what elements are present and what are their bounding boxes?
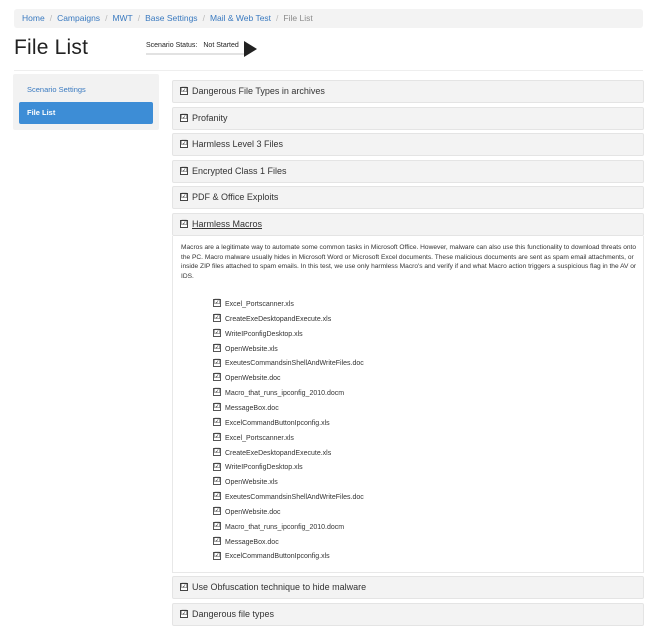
file-name: OpenWebsite.doc [225,508,281,516]
title-divider [14,70,643,71]
checkbox-icon[interactable]: ☑ [214,358,221,366]
file-list-item [213,299,294,311]
file-list-item [213,448,331,460]
panel-label: Dangerous file types [192,609,275,619]
file-list-item [213,492,364,504]
page-title: File List [14,36,89,59]
panel-label: Harmless Macros [192,219,263,229]
checkbox-icon[interactable]: ☑ [181,193,188,200]
sidebar-item-scenario-settings[interactable]: Scenario Settings [27,85,86,94]
panel-dangerous-archives[interactable] [172,80,644,103]
breadcrumb [14,9,643,28]
breadcrumb-campaigns[interactable]: Campaigns [57,13,101,23]
checkbox-icon[interactable]: ☑ [214,447,221,455]
checkbox-icon[interactable]: ☑ [181,87,188,94]
file-name: WriteIPconfigDesktop.xls [225,330,303,338]
breadcrumb-separator: / [202,13,205,23]
file-name: ExcelCommandButtonIpconfig.xls [225,419,330,427]
breadcrumb-base-settings[interactable]: Base Settings [145,13,198,23]
file-name: CreateExeDesktopandExecute.xls [225,315,332,323]
file-name: MessageBox.doc [225,538,279,546]
file-name: CreateExeDesktopandExecute.xls [225,449,332,457]
checkbox-icon[interactable]: ☑ [214,373,221,381]
file-name: Macro_that_runs_ipconfig_2010.docm [225,523,345,531]
checkbox-icon[interactable]: ☑ [214,403,221,411]
panel-encrypted-class-1[interactable] [172,160,644,183]
status-value: Not Started [203,42,239,49]
checkbox-icon[interactable]: ☑ [214,462,221,470]
file-name: WriteIPconfigDesktop.xls [225,464,303,472]
file-list-item [213,507,281,519]
checkbox-icon[interactable]: ☑ [214,388,221,396]
file-list-item [213,388,344,400]
checkbox-icon[interactable]: ☑ [181,583,188,590]
breadcrumb-home[interactable]: Home [22,13,45,23]
breadcrumb-separator: / [276,13,279,23]
panel-body-harmless-macros [172,236,644,573]
status-label: Scenario Status: [146,42,198,49]
checkbox-icon[interactable]: ☑ [214,507,221,515]
panel-profanity[interactable] [172,107,644,130]
file-name: MessageBox.doc [225,404,279,412]
checkbox-icon[interactable]: ☑ [214,417,221,425]
file-name: OpenWebsite.xls [225,345,278,353]
file-list-item [213,462,303,474]
panel-obfuscation[interactable] [172,576,644,599]
breadcrumb-separator: / [105,13,108,23]
scenario-status [146,41,239,51]
file-list-item [213,403,279,415]
checkbox-icon[interactable]: ☑ [214,521,221,529]
file-name: Macro_that_runs_ipconfig_2010.docm [225,390,345,398]
checkbox-icon[interactable]: ☑ [214,328,221,336]
checkbox-icon[interactable]: ☑ [181,114,188,121]
checkbox-icon[interactable]: ☑ [214,477,221,485]
panel-harmless-level-3[interactable] [172,133,644,156]
file-list-item [213,373,281,385]
panel-label: Use Obfuscation technique to hide malware [192,582,367,592]
breadcrumb-mwt[interactable]: MWT [112,13,133,23]
file-list-item [213,477,278,489]
breadcrumb-separator: / [137,13,141,23]
file-name: ExcelCommandButtonIpconfig.xls [225,553,330,561]
checkbox-icon[interactable]: ☑ [214,343,221,351]
panel-label: Profanity [192,113,228,123]
file-name: ExeutesCommandsinShellAndWriteFiles.doc [225,360,364,368]
file-name: OpenWebsite.doc [225,375,281,383]
file-list-item [213,418,330,430]
panel-label: Harmless Level 3 Files [192,139,284,149]
checkbox-icon[interactable]: ☑ [181,167,188,174]
file-list-item [213,358,364,370]
checkbox-icon[interactable]: ☑ [214,536,221,544]
checkbox-icon[interactable]: ☑ [214,551,221,559]
sidebar [13,74,159,130]
panel-harmless-macros[interactable] [172,213,644,236]
file-name: Excel_Portscanner.xls [225,301,294,308]
checkbox-icon[interactable]: ☑ [214,314,221,321]
status-divider [146,53,244,55]
sidebar-item-file-list[interactable]: File List [19,102,153,124]
checkbox-icon[interactable]: ☑ [181,610,188,617]
breadcrumb-separator: / [49,13,53,23]
checkbox-icon[interactable]: ☑ [214,492,221,500]
file-list-item [213,329,303,341]
checkbox-icon[interactable]: ☑ [181,220,188,227]
breadcrumb-mail-web-test[interactable]: Mail & Web Test [209,13,272,23]
file-list-item [213,537,279,549]
panel-pdf-office-exploits[interactable] [172,186,644,209]
file-name: ExeutesCommandsinShellAndWriteFiles.doc [225,494,364,502]
checkbox-icon[interactable]: ☑ [181,140,188,147]
file-list-item [213,344,278,356]
panel-label: PDF & Office Exploits [192,192,279,202]
checkbox-icon[interactable]: ☑ [214,432,221,440]
file-name: OpenWebsite.xls [225,479,278,487]
panel-dangerous-file-types[interactable] [172,603,644,626]
file-list-item [213,522,344,534]
file-list-item [213,314,331,326]
panel-label: Dangerous File Types in archives [192,86,325,96]
file-list-item [213,433,294,445]
macros-description: Macros are a legitimate way to automate some common tasks in Microsoft Office. However, malware can also use this functionality to download threats onto the PC. Macro malware usually hides in Microsoft Word or Microsoft Excel documents. These malicious documents are sent as spam email attachments, or inside ZIP files attached to spam emails. In this test, we use only harmless Macro's and verify if and what Macro action triggers a suspicious flag in the AV or IDS. [181,244,637,280]
panel-label: Encrypted Class 1 Files [192,166,287,176]
play-icon[interactable] [244,41,257,57]
file-name: Excel_Portscanner.xls [225,434,294,442]
checkbox-icon[interactable]: ☑ [214,299,221,307]
file-list-item [213,551,330,563]
breadcrumb-current: File List [283,13,313,23]
